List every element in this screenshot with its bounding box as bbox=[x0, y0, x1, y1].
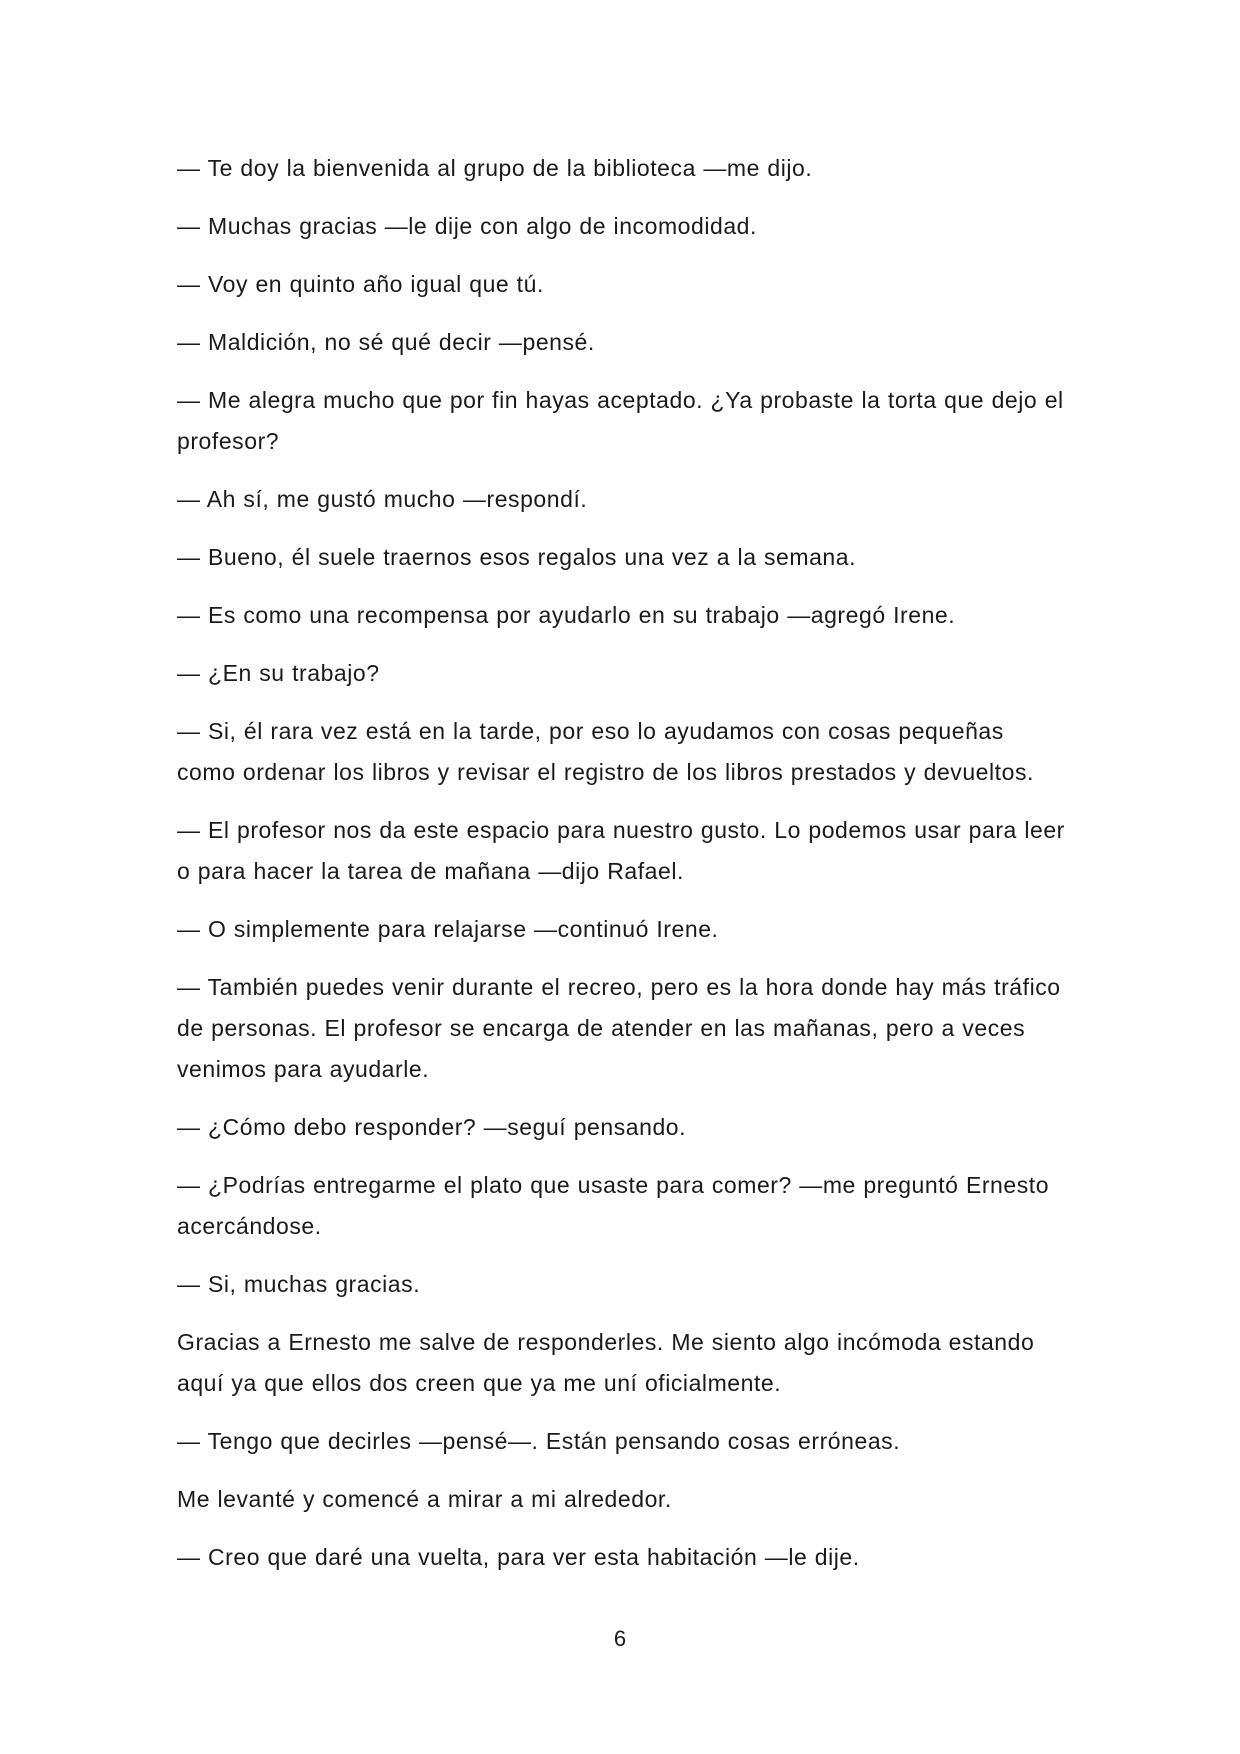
paragraph: — Ah sí, me gustó mucho —respondí. bbox=[177, 486, 588, 512]
paragraph: — O simplemente para relajarse —continuó Irene. bbox=[177, 916, 719, 942]
paragraph: — Si, muchas gracias. bbox=[177, 1271, 421, 1297]
paragraph: — Creo que daré una vuelta, para ver esta habitación —le dije. bbox=[177, 1544, 860, 1570]
paragraph: — Bueno, él suele traernos esos regalos una vez a la semana. bbox=[177, 544, 857, 570]
paragraph: — Tengo que decirles —pensé—. Están pensando cosas erróneas. bbox=[177, 1428, 901, 1454]
paragraph: — Voy en quinto año igual que tú. bbox=[177, 271, 544, 297]
paragraph: — ¿Cómo debo responder? —seguí pensando. bbox=[177, 1114, 687, 1140]
paragraph: — Te doy la bienvenida al grupo de la biblioteca —me dijo. bbox=[177, 155, 813, 181]
paragraph: — ¿Podrías entregarme el plato que usaste para comer? —me preguntó Ernesto acercándose. bbox=[177, 1172, 1050, 1239]
paragraph: — Maldición, no sé qué decir —pensé. bbox=[177, 329, 595, 355]
paragraph: — También puedes venir durante el recreo, pero es la hora donde hay más tráfico de personas. El profesor se encarga de atender en las mañanas, pero a veces venimos para ayudarle. bbox=[177, 974, 1061, 1082]
body-text bbox=[177, 148, 1067, 1595]
page-number: 6 bbox=[613, 1626, 627, 1651]
paragraph: — Me alegra mucho que por fin hayas aceptado. ¿Ya probaste la torta que dejo el profesor? bbox=[177, 387, 1064, 454]
paragraph: — El profesor nos da este espacio para nuestro gusto. Lo podemos usar para leer o para hacer la tarea de mañana —dijo Rafael. bbox=[177, 817, 1065, 884]
paragraph: Me levanté y comencé a mirar a mi alrededor. bbox=[177, 1486, 672, 1512]
paragraph: — Es como una recompensa por ayudarlo en su trabajo —agregó Irene. bbox=[177, 602, 956, 628]
paragraph: — Si, él rara vez está en la tarde, por eso lo ayudamos con cosas pequeñas como ordenar los libros y revisar el registro de los libros prestados y devueltos. bbox=[177, 718, 1034, 785]
paragraph: Gracias a Ernesto me salve de responderles. Me siento algo incómoda estando aquí ya que ellos dos creen que ya me uní oficialmente. bbox=[177, 1329, 1035, 1396]
paragraph: — Muchas gracias —le dije con algo de incomodidad. bbox=[177, 213, 757, 239]
paragraph: — ¿En su trabajo? bbox=[177, 660, 380, 686]
